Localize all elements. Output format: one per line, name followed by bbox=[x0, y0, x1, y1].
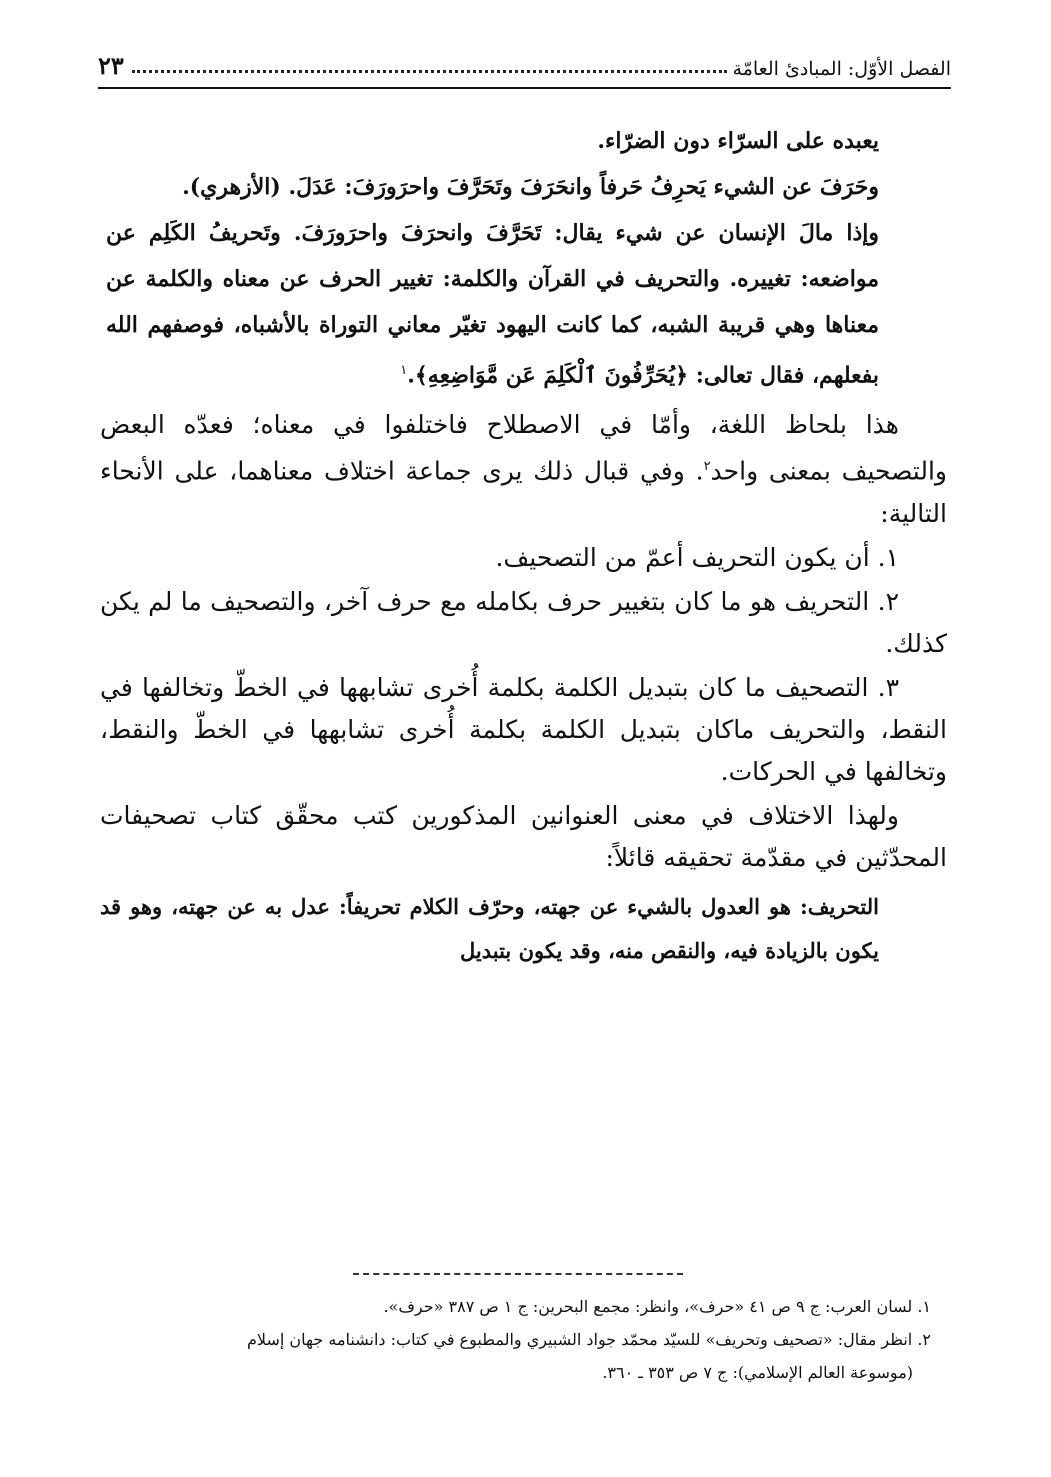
header-dot-leader bbox=[132, 70, 727, 73]
paragraph: ولهذا الاختلاف في معنى العنوانين المذكورين كتب محقّق كتاب تصحيفات المحدّثين في مقدّمة تحقيقه قائلاً: bbox=[100, 800, 947, 872]
quote-text: التحريف: هو العدول بالشيء عن جهته، وحرّف الكلام تحريفاً: عدل به عن جهته، وهو قد يكون بالزيادة فيه، والنقص منه، وقد يكون بتبديل bbox=[100, 893, 879, 963]
page-body bbox=[100, 118, 947, 973]
list-item: ١. أن يكون التحريف أعمّ من التصحيف. bbox=[495, 542, 899, 572]
chapter-title: الفصل الأوّل: المبادئ العامّة bbox=[732, 58, 951, 80]
paragraph-text: هذا بلحاظ اللغة، وأمّا في الاصطلاح فاختلفوا في معناه؛ فعدّه البعض والتصحيف بمعنى واحد bbox=[100, 410, 947, 486]
quoted-definition bbox=[106, 118, 879, 398]
paragraph-text: . وفي قبال ذلك يرى جماعة اختلاف معناهما، على الأنحاء التالية: bbox=[100, 456, 947, 528]
running-header bbox=[98, 40, 951, 80]
footnote-2: ٢. انظر مقال: «تصحيف وتحريف» للسيّد محمّد جواد الشبيري والمطبوع في كتاب: دانشنامه جهان إسلام bbox=[247, 1330, 931, 1349]
footnote-ref[interactable]: ١ bbox=[400, 363, 408, 378]
quote-text: وإذا مالَ الإنسان عن شيء يقال: تَحَرَّفَ وانحرَفَ واحرَورَفَ. وتَحريفُ الكَلِم عن مواضعه: تغييره. والتحريف في القرآن والكلمة: تغيير الحرف عن معناه والكلمة عن معناها وهي قريبة الشبه، كما كانت اليهود تغيّر معاني التوراة بالأشباه، فوصفهم الله بفعلهم، فقال تعالى: ﴿يُحَرِّفُونَ ٱلْكَلِمَ عَن مَّوَاضِعِهِ﴾. bbox=[106, 220, 879, 389]
paragraph bbox=[100, 404, 947, 534]
footnote-separator bbox=[353, 1273, 683, 1275]
quote-line: يعبده على السرّاء دون الضرّاء. bbox=[597, 128, 879, 154]
quoted-passage bbox=[100, 885, 879, 973]
footnote-2-continuation: (موسوعة العالم الإسلامي): ج ٧ ص ٣٥٣ ـ ٣٦٠. bbox=[602, 1363, 913, 1382]
footnote-1: ١. لسان العرب: ج ٩ ص ٤١ «حرف»، وانظر: مجمع البحرين: ج ١ ص ٣٨٧ «حرف». bbox=[383, 1297, 931, 1316]
footnote-ref[interactable]: ٢ bbox=[703, 459, 711, 475]
list-item: ٢. التحريف هو ما كان بتغيير حرف بكامله مع حرف آخر، والتصحيف ما لم يكن كذلك. bbox=[100, 586, 947, 658]
header-rule bbox=[98, 87, 951, 89]
quote-line: وحَرَفَ عن الشيء يَحرِفُ حَرفاً وانحَرَفَ وتَحَرَّفَ واحرَورَفَ: عَدَلَ. (الأزهري). bbox=[182, 174, 879, 200]
footnotes bbox=[100, 1290, 931, 1389]
page-number: ٢٣ bbox=[98, 51, 124, 80]
list-item: ٣. التصحيف ما كان بتبديل الكلمة بكلمة أُخرى تشابهها في الخطّ وتخالفها في النقط، والتحريف ماكان بتبديل الكلمة بكلمة أُخرى تشابهها في الخطّ والنقط، وتخالفها في الحركات. bbox=[100, 672, 947, 786]
quote-line bbox=[106, 210, 879, 398]
main-text bbox=[100, 404, 947, 878]
